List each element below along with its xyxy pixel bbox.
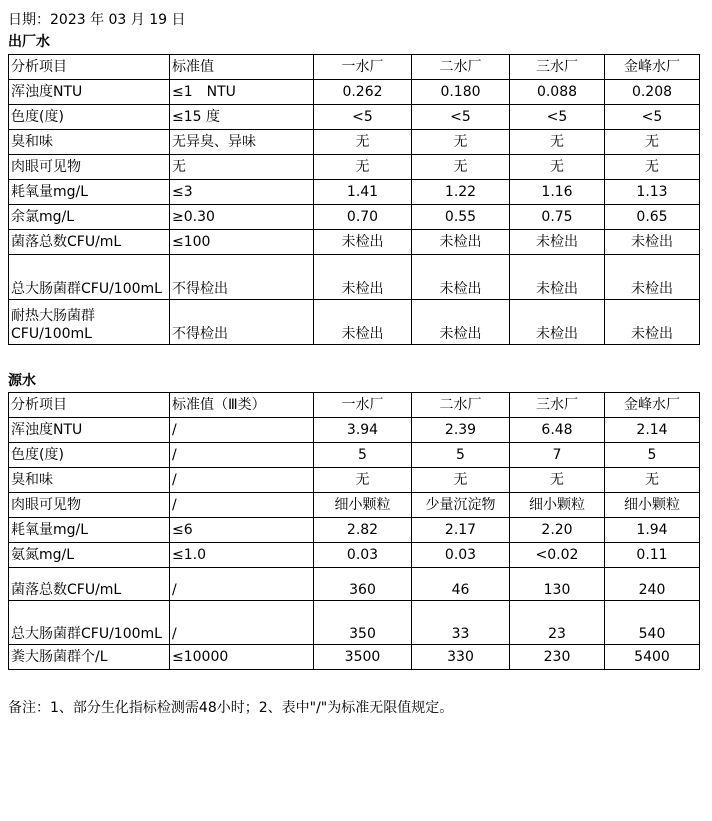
table-cell: 5 xyxy=(314,443,412,468)
table-cell: 2.17 xyxy=(412,518,510,543)
table-cell: 总大肠菌群CFU/100mL xyxy=(9,601,170,645)
table-cell: 未检出 xyxy=(412,255,510,300)
table-row xyxy=(9,205,700,230)
header-cell: 分析项目 xyxy=(9,393,170,418)
table-row xyxy=(9,543,700,568)
table-row xyxy=(9,468,700,493)
table-cell: / xyxy=(170,568,314,601)
header-cell: 标准值（Ⅲ类） xyxy=(170,393,314,418)
table-cell: 无 xyxy=(314,155,412,180)
table-cell: 5 xyxy=(605,443,700,468)
table-row xyxy=(9,601,700,645)
table-cell: 不得检出 xyxy=(170,300,314,345)
table-cell: 未检出 xyxy=(510,255,605,300)
header-row xyxy=(9,55,700,80)
table-cell: 未检出 xyxy=(314,230,412,255)
table-cell: ≤1.0 xyxy=(170,543,314,568)
table-cell: 33 xyxy=(412,601,510,645)
table-cell: 130 xyxy=(510,568,605,601)
table-cell: 3.94 xyxy=(314,418,412,443)
table-cell: 2.39 xyxy=(412,418,510,443)
table-cell: 1.16 xyxy=(510,180,605,205)
table-cell: 1.41 xyxy=(314,180,412,205)
table-cell: 240 xyxy=(605,568,700,601)
table-row xyxy=(9,568,700,601)
table-cell: 细小颗粒 xyxy=(510,493,605,518)
table-cell: / xyxy=(170,443,314,468)
table-cell: 浑浊度NTU xyxy=(9,80,170,105)
table-cell: 0.65 xyxy=(605,205,700,230)
output-water-table xyxy=(8,54,700,345)
table-cell: 无 xyxy=(605,130,700,155)
source-water-title: 源水 xyxy=(8,373,36,389)
table-cell: 未检出 xyxy=(605,300,700,345)
header-row xyxy=(9,393,700,418)
table-cell: 肉眼可见物 xyxy=(9,493,170,518)
table-cell: 无 xyxy=(314,468,412,493)
table-cell: 余氯mg/L xyxy=(9,205,170,230)
table-row xyxy=(9,300,700,345)
table-cell: 1.22 xyxy=(412,180,510,205)
header-cell: 一水厂 xyxy=(314,55,412,80)
table-row xyxy=(9,80,700,105)
table-cell: <5 xyxy=(510,105,605,130)
table-cell: ≥0.30 xyxy=(170,205,314,230)
table-cell: 氨氮mg/L xyxy=(9,543,170,568)
table-cell: 未检出 xyxy=(314,255,412,300)
table-row xyxy=(9,230,700,255)
header-cell: 金峰水厂 xyxy=(605,393,700,418)
header-cell: 三水厂 xyxy=(510,393,605,418)
table-cell: 色度(度) xyxy=(9,105,170,130)
header-cell: 二水厂 xyxy=(412,393,510,418)
table-row xyxy=(9,105,700,130)
table-cell: 2.14 xyxy=(605,418,700,443)
table-cell: 0.70 xyxy=(314,205,412,230)
table-cell: 0.03 xyxy=(314,543,412,568)
table-cell: 350 xyxy=(314,601,412,645)
table-cell: ≤3 xyxy=(170,180,314,205)
table-cell: 耗氧量mg/L xyxy=(9,518,170,543)
table-cell: ≤10000 xyxy=(170,645,314,670)
table-cell: 230 xyxy=(510,645,605,670)
table-cell: 未检出 xyxy=(605,230,700,255)
table-cell: 0.75 xyxy=(510,205,605,230)
table-row xyxy=(9,418,700,443)
table-cell: 臭和味 xyxy=(9,468,170,493)
table-cell: 1.13 xyxy=(605,180,700,205)
table-cell: 无 xyxy=(605,468,700,493)
table-cell: 无 xyxy=(412,155,510,180)
table-row xyxy=(9,493,700,518)
table-cell: 5 xyxy=(412,443,510,468)
table-cell: 0.262 xyxy=(314,80,412,105)
table-cell: 未检出 xyxy=(412,230,510,255)
output-water-title: 出厂水 xyxy=(8,34,50,50)
table-cell: 细小颗粒 xyxy=(314,493,412,518)
table-cell: 0.03 xyxy=(412,543,510,568)
table-cell: 粪大肠菌群个/L xyxy=(9,645,170,670)
table-row xyxy=(9,180,700,205)
table-cell: / xyxy=(170,601,314,645)
header-cell: 金峰水厂 xyxy=(605,55,700,80)
table-cell: 总大肠菌群CFU/100mL xyxy=(9,255,170,300)
table-row xyxy=(9,155,700,180)
table-cell: 0.11 xyxy=(605,543,700,568)
table-cell: 46 xyxy=(412,568,510,601)
table-cell: / xyxy=(170,493,314,518)
table-cell: 5400 xyxy=(605,645,700,670)
table-cell: 色度(度) xyxy=(9,443,170,468)
table-cell: <0.02 xyxy=(510,543,605,568)
table-cell: 2.20 xyxy=(510,518,605,543)
source-water-table xyxy=(8,392,700,670)
table-cell: 未检出 xyxy=(314,300,412,345)
table-row xyxy=(9,255,700,300)
table-cell: 23 xyxy=(510,601,605,645)
table-cell: ≤100 xyxy=(170,230,314,255)
table-cell: 330 xyxy=(412,645,510,670)
table-cell: 未检出 xyxy=(510,230,605,255)
header-cell: 一水厂 xyxy=(314,393,412,418)
table-cell: 浑浊度NTU xyxy=(9,418,170,443)
report-date: 日期：2023 年 03 月 19 日 xyxy=(8,12,186,28)
header-cell: 标准值 xyxy=(170,55,314,80)
table-row xyxy=(9,518,700,543)
table-cell: 7 xyxy=(510,443,605,468)
table-cell: <5 xyxy=(314,105,412,130)
table-cell: 2.82 xyxy=(314,518,412,543)
header-cell: 二水厂 xyxy=(412,55,510,80)
table-cell: 0.088 xyxy=(510,80,605,105)
table-cell: 不得检出 xyxy=(170,255,314,300)
table-cell: 未检出 xyxy=(510,300,605,345)
table-row xyxy=(9,645,700,670)
table-cell: 少量沉淀物 xyxy=(412,493,510,518)
table-cell: <5 xyxy=(605,105,700,130)
table-cell: 0.55 xyxy=(412,205,510,230)
table-cell: 无 xyxy=(605,155,700,180)
table-cell: 无 xyxy=(510,130,605,155)
table-cell: 未检出 xyxy=(412,300,510,345)
table-cell: 臭和味 xyxy=(9,130,170,155)
table-cell: ≤6 xyxy=(170,518,314,543)
table-cell: 无 xyxy=(170,155,314,180)
table-cell: 菌落总数CFU/mL xyxy=(9,568,170,601)
table-cell: 耗氧量mg/L xyxy=(9,180,170,205)
table-cell: 细小颗粒 xyxy=(605,493,700,518)
table-cell: 360 xyxy=(314,568,412,601)
table-cell: 无 xyxy=(510,468,605,493)
table-cell: 无 xyxy=(314,130,412,155)
table-cell: 3500 xyxy=(314,645,412,670)
table-cell: / xyxy=(170,468,314,493)
table-cell: <5 xyxy=(412,105,510,130)
table-cell: 无异臭、异味 xyxy=(170,130,314,155)
header-cell: 三水厂 xyxy=(510,55,605,80)
table-cell: 无 xyxy=(412,468,510,493)
table-cell: 540 xyxy=(605,601,700,645)
table-cell: ≤1 NTU xyxy=(170,80,314,105)
table-row xyxy=(9,443,700,468)
table-cell: 无 xyxy=(412,130,510,155)
table-row xyxy=(9,130,700,155)
table-cell: 未检出 xyxy=(605,255,700,300)
table-cell: 0.180 xyxy=(412,80,510,105)
footnote: 备注：1、部分生化指标检测需48小时；2、表中"/"为标准无限值规定。 xyxy=(8,700,454,716)
table-cell: 6.48 xyxy=(510,418,605,443)
table-cell: / xyxy=(170,418,314,443)
header-cell: 分析项目 xyxy=(9,55,170,80)
table-cell: 耐热大肠菌群CFU/100mL xyxy=(9,300,170,345)
table-cell: 肉眼可见物 xyxy=(9,155,170,180)
table-cell: 0.208 xyxy=(605,80,700,105)
table-cell: 菌落总数CFU/mL xyxy=(9,230,170,255)
table-cell: 无 xyxy=(510,155,605,180)
table-cell: 1.94 xyxy=(605,518,700,543)
table-cell: ≤15 度 xyxy=(170,105,314,130)
